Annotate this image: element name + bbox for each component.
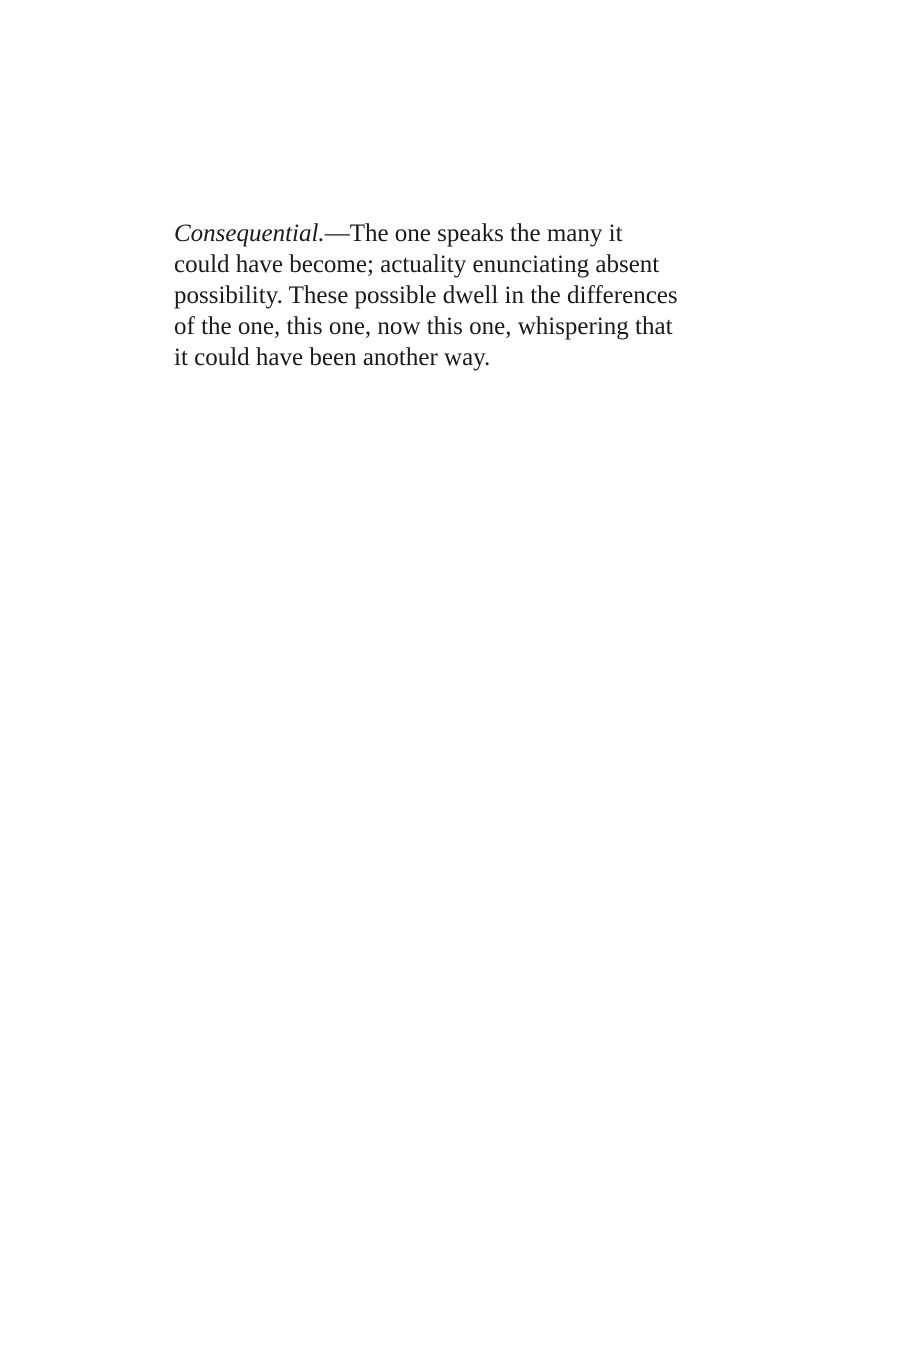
passage-line-3: possibility. These possible dwell in the differences xyxy=(174,282,678,309)
passage-line-1 xyxy=(174,218,734,249)
passage-heading: Consequential. xyxy=(174,220,325,247)
passage-line-5: it could have been another way. xyxy=(174,344,491,371)
passage-line-4: of the one, this one, now this one, whispering that xyxy=(174,313,673,340)
em-dash: — xyxy=(324,220,350,247)
passage-line-2: could have become; actuality enunciating absent xyxy=(174,251,660,278)
passage xyxy=(174,218,734,373)
passage-line-1-text: The one speaks the many it xyxy=(349,220,623,247)
